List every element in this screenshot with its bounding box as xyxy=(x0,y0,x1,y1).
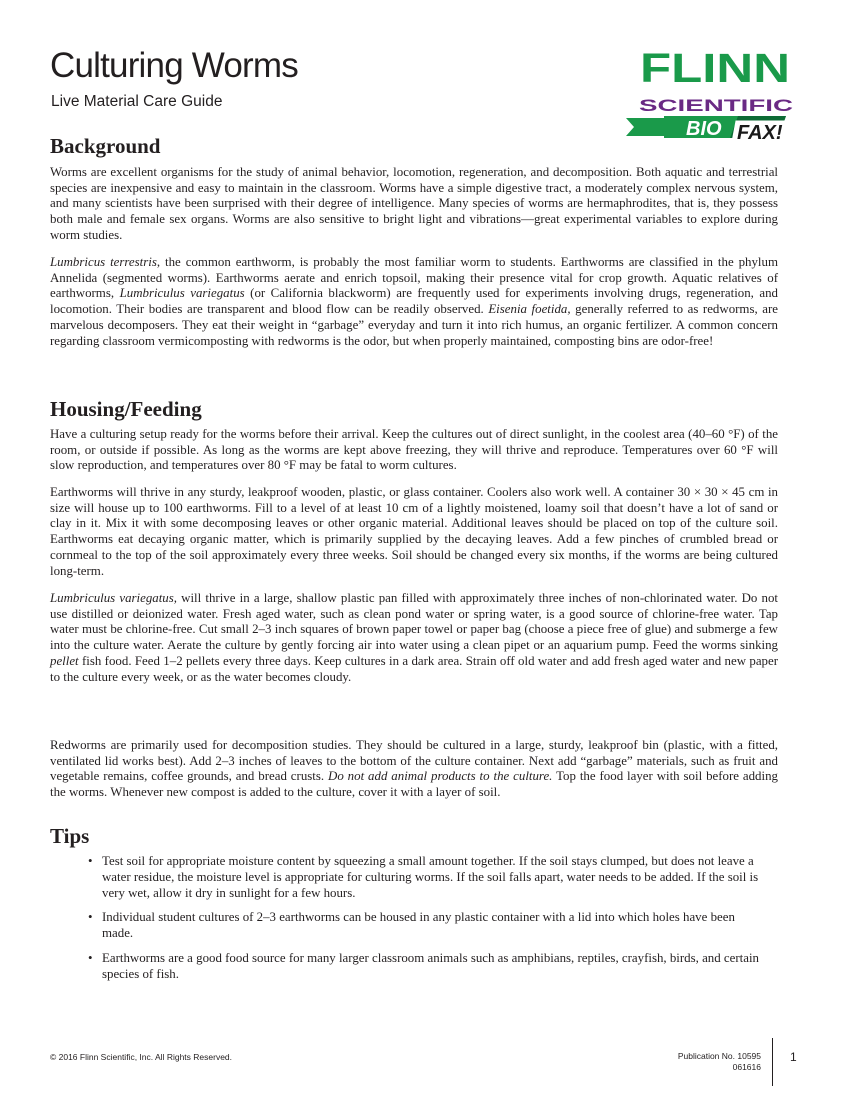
background-p2-text-b: (or California blackworm) are frequently used for experiments involving drugs, regeneration, and locomotion. Their bodies are transparent and blood flow can be readily observed. xyxy=(50,286,778,317)
housing-p3-text-a: will thrive in a large, shallow plastic pan filled with approximately three inches of non-chlorinated water. Do not use distilled or deionized water. Fresh aged water, such as clean pond water or spring water, is a good source of chlorine-free water. Tap water must be chlorine-free. Cut small 2–3 inch squares of brown paper towel or paper bag (choose a piece free of glue) and submerge a few into the culture water. Aerate the culture by gently forcing air into water using a clean pipet or an aquarium pump. Feed the worms sinking xyxy=(50,590,778,653)
background-p2-text-c: generally referred to as redworms, are marvelous decomposers. They eat their weight in “garbage” everyday and turn it into rich humus, an organic fertilizer. A common concern regarding classroom vermicomposting with redworms is the odor, but when properly maintained, composting bins are odor-free! xyxy=(50,302,778,348)
housing-p2-text: Earthworms will thrive in any sturdy, leakproof wooden, plastic, or glass container. Coolers also work well. A container 30 × 30 × 45 cm in size will house up to 100 earthworms. Fill to a level of at least 10 cm of a lightly moistened, loamy soil that doesn’t have a lot of sand or clay in it. Mix it with some decomposing leaves or other organic material. Additional leaves should be placed on top of the culture soil. Earthworms eat decaying organic matter, which is primarily supplied by the decaying leaves. Add a few pinches of crumbled bread or cornmeal to the top of the soil approximately every three weeks. Soil should be changed every six months, if the worms are being cultured long-term. xyxy=(50,484,778,578)
housing-p1-text: Have a culturing setup ready for the worms before their arrival. Keep the cultures out of direct sunlight, in the coolest area (40–60 °F) of the room, or outside if possible. As long as the worms are kept above freezing, they will thrive and reproduce. Temperatures over 60 °F will slow reproduction, and temperatures over 80 °F may be fatal to worm cultures. xyxy=(50,426,778,473)
publication-code: 061616 xyxy=(732,1062,761,1072)
tip-item: • Earthworms are a good food source for many larger classroom animals such as amphibians, reptiles, crayfish, birds, and certain species of fish. xyxy=(88,951,768,983)
logo-bio-text: BIO xyxy=(686,118,722,140)
footer-divider xyxy=(772,1038,773,1086)
tip-item: • Test soil for appropriate moisture content by squeezing a small amount together. If the soil stays clumped, but does not leave a water residue, the moisture level is appropriate for culturing worms. If the soil falls apart, water needs to be added. If the soil is very wet, allow it dry in sunlight for a few hours. xyxy=(88,854,768,901)
page-subtitle: Live Material Care Guide xyxy=(51,93,223,110)
logo-scientific-text: SCIENTIFIC xyxy=(639,96,793,115)
logo-ribbon-left xyxy=(626,118,668,136)
animal-products-warning: Do not add animal products to the culture. xyxy=(328,769,553,784)
housing-paragraph-4 xyxy=(50,738,778,801)
sci-name-lumbriculus-2: Lumbriculus variegatus, xyxy=(50,590,177,605)
footer-copyright: © 2016 Flinn Scientific, Inc. All Rights Reserved. xyxy=(50,1052,233,1062)
sci-name-eisenia: Eisenia foetida, xyxy=(488,302,571,317)
background-paragraph-2 xyxy=(50,255,778,350)
background-p1-text: Worms are excellent organisms for the study of animal behavior, locomotion, regeneration, and decomposition. Both aquatic and terrestrial species are inexpensive and easy to maintain in the classroom. Worms have a simple digestive tract, a moderately complex nervous system, and many scientists have been surprised with their degree of intelligence. Many species of worms are hermaphrodites, that is, they possess both male and female sex organs. Worms are also sensitive to bright light and vibrations—great experimental variables to explore during worm studies. xyxy=(50,164,778,243)
housing-paragraph-3 xyxy=(50,591,778,686)
sci-name-lumbriculus: Lumbriculus variegatus xyxy=(119,286,245,301)
housing-p4-text-b: Top the food layer with soil before adding the worms. Whenever new compost is added to the culture, cover it with a layer of soil. xyxy=(50,769,778,800)
housing-heading: Housing/Feeding xyxy=(50,397,202,421)
housing-paragraph-2 xyxy=(50,485,778,580)
logo-flinn-text: FLINN xyxy=(640,46,790,91)
footer-publication xyxy=(678,1051,761,1073)
housing-p4-text-a: Redworms are primarily used for decomposition studies. They should be cultured in a large, sturdy, leakproof bin (plastic, with a fitted, ventilated lid works best). Add 2–3 inches of leaves to the bottom of the culture container. Next add “garbage” materials, such as fruit and vegetable remains, coffee grounds, and bread crusts. xyxy=(50,737,778,784)
tip-item: • Individual student cultures of 2–3 earthworms can be housed in any plastic container with a lid into which holes have been made. xyxy=(88,910,768,942)
background-paragraph-1 xyxy=(50,165,778,244)
flinn-bio-fax-logo xyxy=(626,46,801,154)
sci-name-lumbricus: Lumbricus terrestris xyxy=(50,254,157,269)
housing-p3-text-b: fish food. Feed 1–2 pellets every three days. Keep cultures in a dark area. Strain off old water and add fresh aged water and new paper to the culture every week, or as the water becomes cloudy. xyxy=(50,654,778,684)
background-p2-text-a: , the common earthworm, is probably the most familiar worm to students. Earthworms are classified in the phylum Annelida (segmented worms). Earthworms aerate and enrich topsoil, making their presence vital for crop growth. Aquatic relatives of earthworms, xyxy=(50,254,778,301)
page-title: Culturing Worms xyxy=(50,46,298,85)
tips-list xyxy=(88,854,768,992)
background-heading: Background xyxy=(50,134,161,158)
logo-fax-text: FAX! xyxy=(737,122,783,144)
housing-paragraph-1 xyxy=(50,427,778,474)
tips-heading: Tips xyxy=(50,824,90,848)
publication-number: Publication No. 10595 xyxy=(677,1051,761,1061)
pellet-word: pellet xyxy=(50,654,79,669)
page-number: 1 xyxy=(790,1050,797,1064)
